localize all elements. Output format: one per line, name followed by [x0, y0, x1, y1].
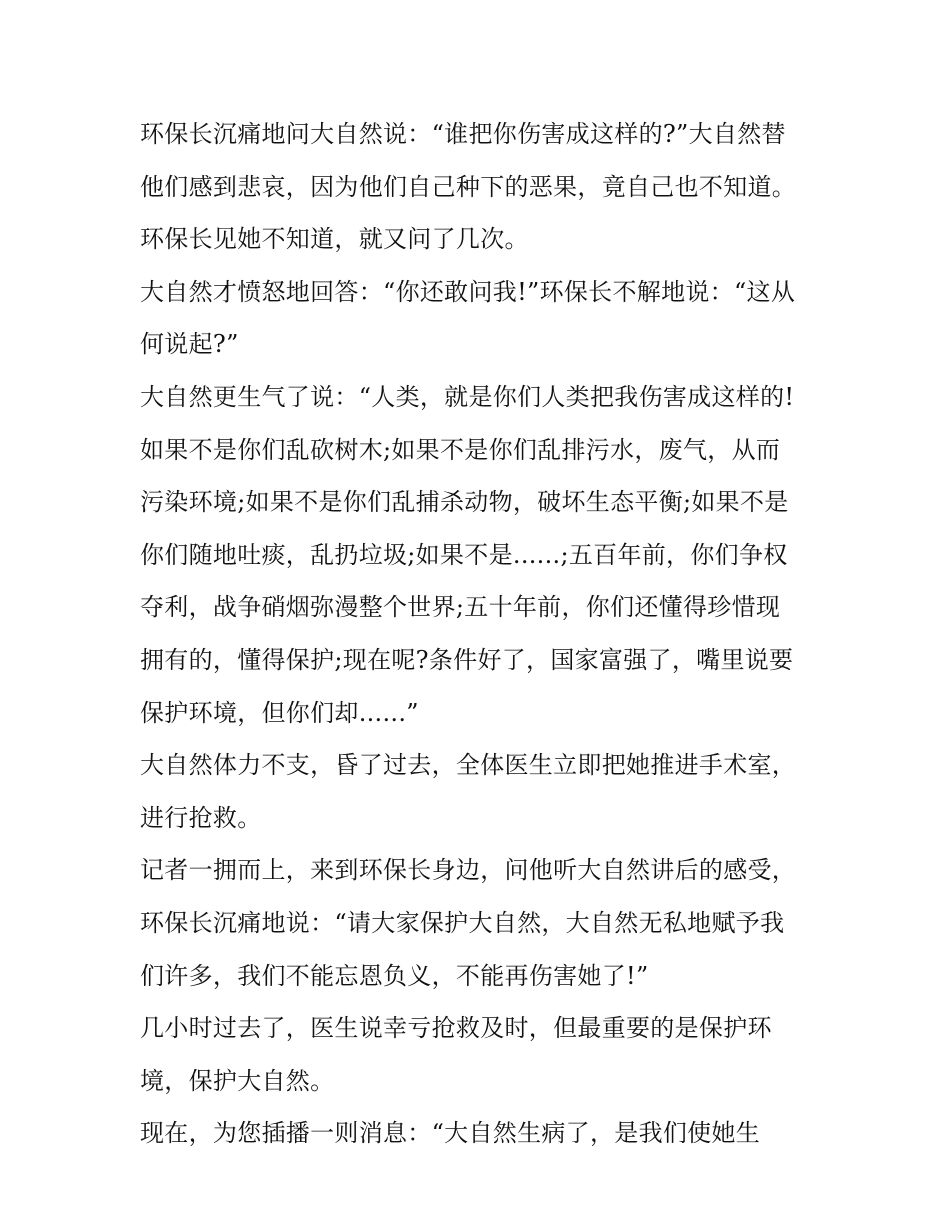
text-line: 环保长见她不知道，就又问了几次。 — [140, 225, 529, 254]
text-line: 何说起?” — [140, 330, 239, 359]
text-line: 进行抢救。 — [140, 803, 262, 832]
text-line: 拥有的，懂得保护;现在呢?条件好了，国家富强了，嘴里说要 — [140, 645, 794, 674]
text-line: 境，保护大自然。 — [140, 1066, 335, 1095]
text-line: 你们随地吐痰，乱扔垃圾;如果不是......;五百年前，你们争权 — [140, 540, 788, 569]
text-line: 污染环境;如果不是你们乱捕杀动物，破坏生态平衡;如果不是 — [140, 488, 789, 517]
text-line: 大自然才愤怒地回答：“你还敢问我!”环保长不解地说：“这从 — [140, 277, 796, 306]
body-text — [140, 108, 830, 1160]
text-line: 他们感到悲哀，因为他们自己种下的恶果，竟自己也不知道。 — [140, 172, 797, 201]
text-line: 大自然更生气了说：“人类，就是你们人类把我伤害成这样的! — [140, 382, 795, 411]
text-line: 们许多，我们不能忘恩负义，不能再伤害她了!” — [140, 961, 649, 990]
text-line: 现在，为您插播一则消息：“大自然生病了，是我们使她生 — [140, 1119, 761, 1148]
text-line: 几小时过去了，医生说幸亏抢救及时，但最重要的是保护环 — [140, 1014, 772, 1043]
text-line: 环保长沉痛地问大自然说：“谁把你伤害成这样的?”大自然替 — [140, 120, 786, 148]
text-line: 环保长沉痛地说：“请大家保护大自然，大自然无私地赋予我 — [140, 908, 785, 937]
text-line: 保护环境，但你们却......” — [140, 698, 419, 727]
text-line: 大自然体力不支，昏了过去，全体医生立即把她推进手术室， — [140, 751, 797, 780]
text-line: 如果不是你们乱砍树木;如果不是你们乱排污水，废气，从而 — [140, 435, 781, 464]
text-line: 记者一拥而上，来到环保长身边，问他听大自然讲后的感受， — [140, 856, 797, 885]
text-line: 夺利，战争硝烟弥漫整个世界;五十年前，你们还懂得珍惜现 — [140, 593, 781, 622]
